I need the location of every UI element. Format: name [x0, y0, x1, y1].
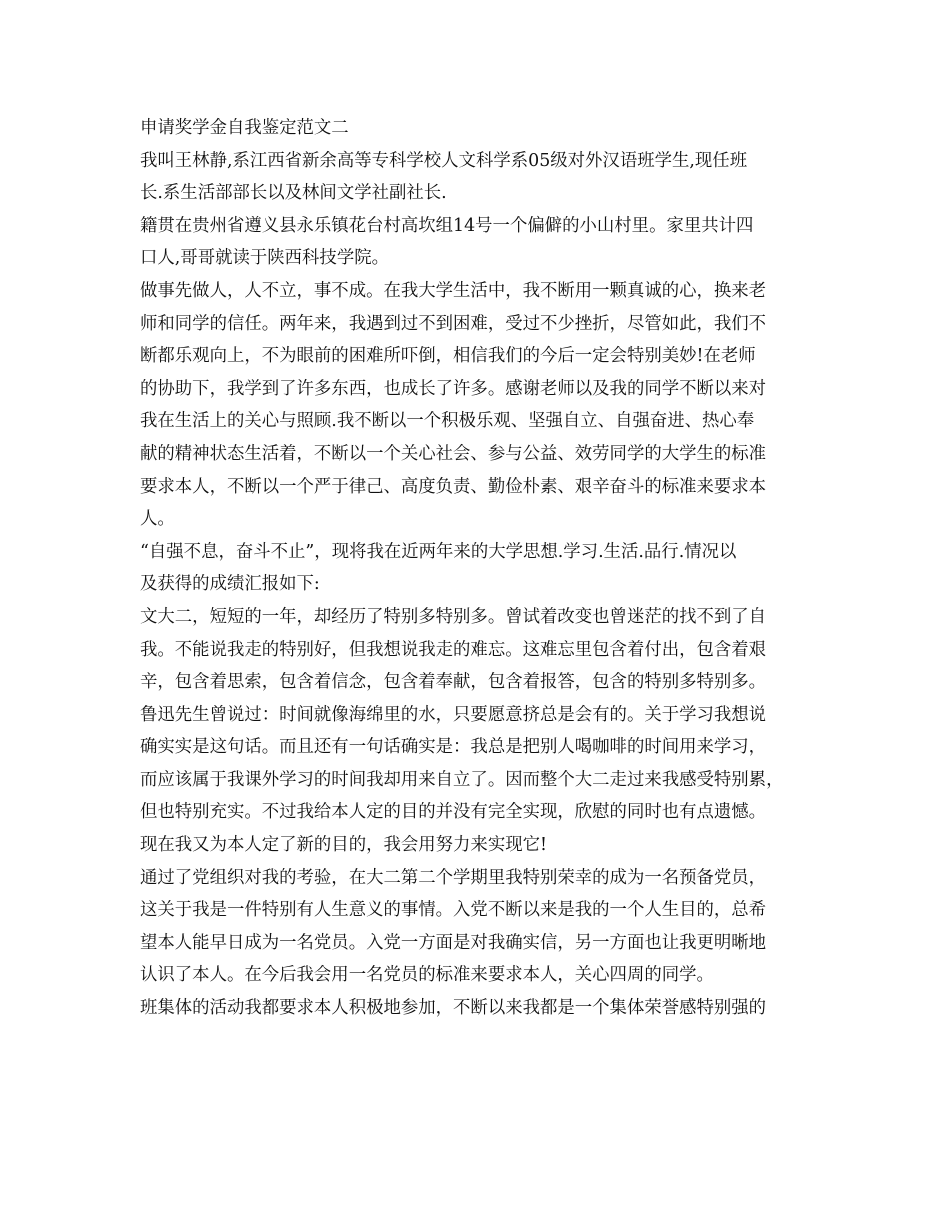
text-line: 现在我又为本人定了新的目的，我会用努力来实现它!: [140, 835, 547, 856]
text-line: 辛，包含着思索，包含着信念，包含着奉献，包含着报答，包含的特别多特别多。: [140, 672, 767, 693]
text-line: 确实实是这句话。而且还有一句话确实是：我总是把别人喝咖啡的时间用来学习，: [140, 737, 767, 758]
text-line: 及获得的成绩汇报如下:: [140, 574, 320, 595]
text-line: 通过了党组织对我的考验，在大二第二个学期里我特别荣幸的成为一名预备党员，: [140, 867, 767, 888]
text-line: 望本人能早日成为一名党员。入党一方面是对我确实信，另一方面也让我更明晰地: [140, 932, 767, 953]
text-line: 鲁迅先生曾说过：时间就像海绵里的水，只要愿意挤总是会有的。关于学习我想说: [140, 704, 767, 725]
document-body: [140, 112, 830, 1025]
text-line: 的协助下，我学到了许多东西，也成长了许多。感谢老师以及我的同学不断以来对: [140, 378, 767, 399]
text-line: 我在生活上的关心与照顾.我不断以一个积极乐观、坚强自立、自强奋进、热心奉: [140, 411, 755, 432]
text-line: 籍贯在贵州省遵义县永乐镇花台村高坎组14号一个偏僻的小山村里。家里共计四: [140, 215, 754, 236]
text-line: 人。: [140, 509, 175, 530]
document-title: 申请奖学金自我鉴定范文二: [140, 118, 349, 138]
text-line: 献的精神状态生活着，不断以一个关心社会、参与公益、效劳同学的大学生的标准: [140, 443, 767, 464]
text-line: 班集体的活动我都要求本人积极地参加，不断以来我都是一个集体荣誉感特别强的: [140, 998, 767, 1019]
text-line: 师和同学的信任。两年来，我遇到过不到困难，受过不少挫折，尽管如此，我们不: [140, 313, 767, 334]
text-line: 做事先做人，人不立，事不成。在我大学生活中，我不断用一颗真诚的心，换来老: [140, 280, 767, 301]
text-line: 口人,哥哥就读于陕西科技学院。: [140, 248, 389, 269]
text-line: 认识了本人。在今后我会用一名党员的标准来要求本人，关心四周的同学。: [140, 965, 714, 986]
text-line: 我叫王林静,系江西省新余高等专科学校人文科学系05级对外汉语班学生,现任班: [140, 150, 748, 171]
text-line: 文大二，短短的一年，却经历了特别多特别多。曾试着改变也曾迷茫的找不到了自: [140, 606, 767, 627]
text-line: “自强不息，奋斗不止”，现将我在近两年来的大学思想.学习.生活.品行.情况以: [140, 541, 737, 562]
text-line: 这关于我是一件特别有人生意义的事情。入党不断以来是我的一个人生目的，总希: [140, 900, 767, 921]
text-line: 而应该属于我课外学习的时间我却用来自立了。因而整个大二走过来我感受特别累，: [140, 769, 784, 790]
text-line: 要求本人，不断以一个严于律己、高度负责、勤俭朴素、艰辛奋斗的标准来要求本: [140, 476, 767, 497]
text-line: 断都乐观向上，不为眼前的困难所吓倒，相信我们的今后一定会特别美妙!在老师: [140, 346, 756, 367]
text-line: 长.系生活部部长以及林间文学社副社长.: [140, 183, 447, 204]
text-line: 但也特别充实。不过我给本人定的目的并没有完全实现，欣慰的同时也有点遗憾。: [140, 802, 767, 823]
text-line: 我。不能说我走的特别好，但我想说我走的难忘。这难忘里包含着付出，包含着艰: [140, 639, 767, 660]
